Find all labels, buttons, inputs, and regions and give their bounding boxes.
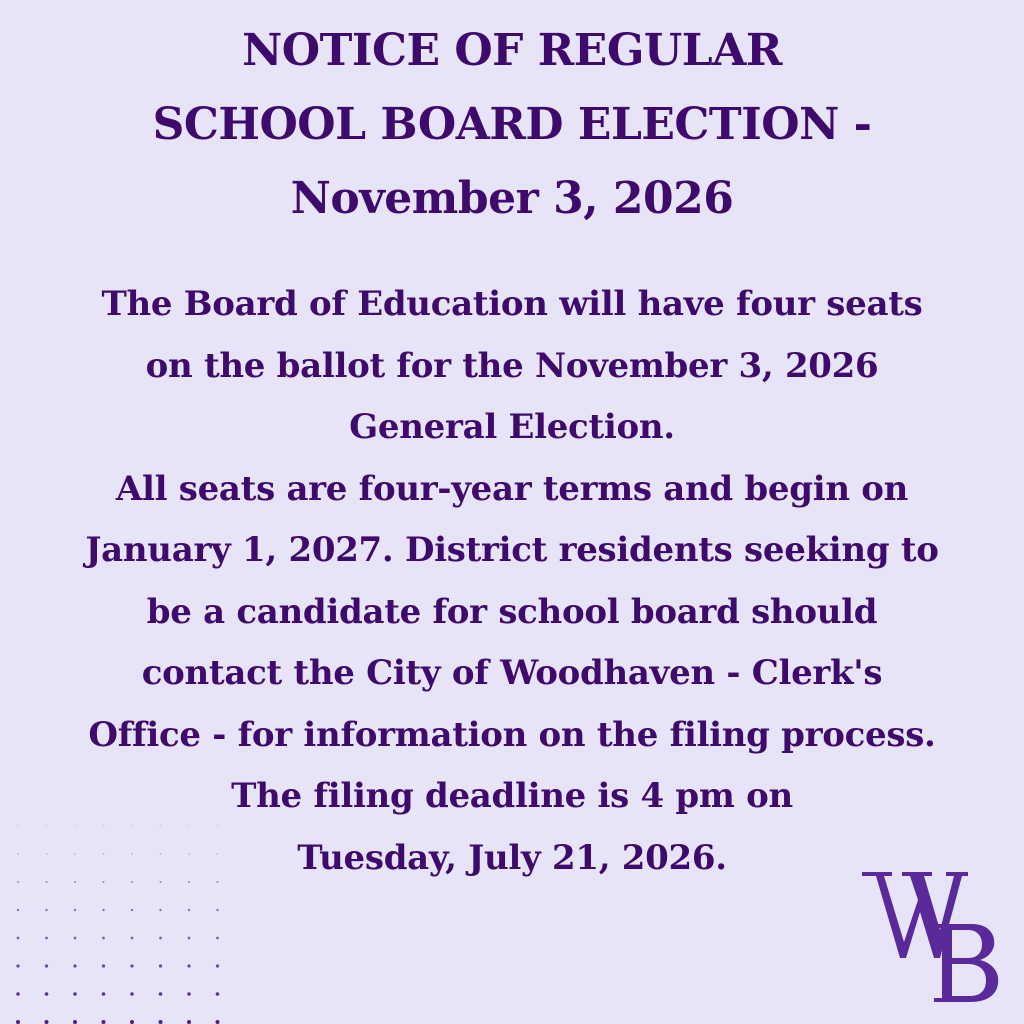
title-line: November 3, 2026 (290, 173, 734, 224)
decorative-dot (46, 825, 47, 826)
decorative-dot (16, 992, 20, 996)
body-line: Tuesday, July 21, 2026. (297, 837, 727, 878)
decorative-dot (102, 937, 105, 940)
decorative-dot (102, 992, 106, 996)
decorative-dot (216, 1020, 220, 1024)
decorative-dot (187, 1020, 191, 1024)
decorative-dot (188, 853, 190, 855)
decorative-dot (216, 937, 219, 940)
decorative-dot (16, 964, 19, 967)
decorative-dot (216, 964, 219, 967)
body-line: on the ballot for the November 3, 2026 (145, 345, 879, 386)
decorative-dot (103, 881, 105, 883)
decorative-dot (103, 853, 105, 855)
decorative-dot (188, 881, 190, 883)
decorative-dot (160, 853, 162, 855)
body-line: General Election. (349, 407, 675, 447)
body-line: All seats are four-year terms and begin on (115, 468, 909, 509)
decorative-dot (217, 881, 219, 883)
decorative-dot (187, 964, 190, 967)
decorative-dot (159, 1020, 163, 1024)
decorative-dot (130, 1020, 134, 1024)
body-line: be a candidate for school board should (146, 591, 878, 632)
decorative-dot (131, 909, 133, 911)
decorative-dot (159, 937, 162, 940)
decorative-dot (73, 1020, 77, 1024)
decorative-dot (188, 825, 189, 826)
decorative-dot (130, 992, 134, 996)
decorative-dot (102, 909, 104, 911)
decorative-dot (45, 964, 48, 967)
decorative-dot (74, 909, 76, 911)
decorative-dot (46, 881, 48, 883)
decorative-dot (45, 1020, 49, 1024)
decorative-dot (74, 937, 77, 940)
decorative-dot (17, 909, 19, 911)
body-line: The Board of Education will have four seats (101, 284, 923, 324)
decorative-dot (159, 909, 161, 911)
title-line: SCHOOL BOARD ELECTION - (152, 99, 872, 150)
decorative-dot (17, 853, 19, 855)
decorative-dot (217, 825, 218, 826)
decorative-dot (45, 909, 47, 911)
decorative-dot (131, 881, 133, 883)
decorative-dot (102, 964, 105, 967)
notice-title (0, 14, 1024, 236)
decorative-dot (130, 964, 133, 967)
decorative-dot (217, 853, 219, 855)
wb-monogram-logo (858, 860, 1008, 1005)
decorative-dot (160, 825, 161, 826)
decorative-dot (103, 825, 104, 826)
title-line: NOTICE OF REGULAR (242, 25, 782, 76)
decorative-dot (159, 992, 163, 996)
decorative-dot (45, 992, 49, 996)
decorative-dot (73, 964, 76, 967)
decorative-dot (216, 909, 218, 911)
decorative-dot (188, 909, 190, 911)
decorative-dot (74, 853, 76, 855)
decorative-dot (73, 992, 77, 996)
decorative-dot (74, 825, 75, 826)
decorative-dot (45, 937, 48, 940)
body-line: contact the City of Woodhaven - Clerk's (141, 653, 883, 693)
decorative-dot (46, 853, 48, 855)
decorative-dot (160, 881, 162, 883)
decorative-dot (216, 992, 220, 996)
decorative-dot (131, 853, 133, 855)
decorative-dot (74, 881, 76, 883)
decorative-dot (187, 992, 191, 996)
decorative-dot (17, 825, 18, 826)
decorative-dot (131, 937, 134, 940)
body-line: The filing deadline is 4 pm on (231, 776, 793, 816)
decorative-dot (17, 881, 19, 883)
decorative-dot (131, 825, 132, 826)
body-line: January 1, 2027. District residents seeking to (85, 530, 939, 570)
body-line: Office - for information on the filing process. (88, 714, 936, 755)
notice-body (0, 274, 1024, 889)
decorative-dot (16, 1020, 20, 1024)
decorative-dot (17, 937, 20, 940)
decorative-dot (102, 1020, 106, 1024)
decorative-dot (188, 937, 191, 940)
decorative-dot-grid (0, 800, 240, 1024)
decorative-dot (159, 964, 162, 967)
